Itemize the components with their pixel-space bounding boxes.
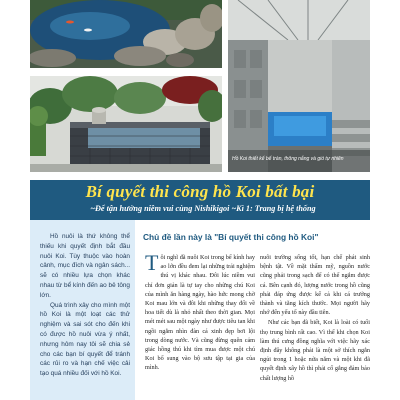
intro-paragraph: Hồ nuôi là thứ không thể thiếu khi quyết định bắt đầu nuôi Koi. Tùy thuộc vào hoàn cảnh, mục đích và ngân sách... sẽ có nhiều lựa chọn khác nhau từ bể kính đến ao bê tông lớn. bbox=[40, 233, 130, 299]
body-paragraph: Như các bạn đã biết, Koi là loài có tuổi thọ trung bình rất cao. Vì thế khi chọn Koi làm thú cưng đồng nghĩa với việc hãy xác định đây không phải là một sở thích ngắn ngủi trong 1 hoặc nửa năm và một khi đã quyết định xây hồ thì phải cố gắng đảm bảo chất lượng hồ bbox=[260, 319, 370, 382]
body-column-2 bbox=[260, 253, 370, 384]
article-subtitle: ~Để tận hưởng niềm vui cùng Nishikigoi ~Kì 1: Trang bị hệ thống bbox=[90, 204, 316, 213]
drop-cap: T bbox=[145, 250, 159, 275]
title-banner bbox=[30, 180, 370, 220]
koi-pond-photo bbox=[30, 0, 222, 68]
photo-caption: Hồ Koi thiết kế bể tràn, thông nắng và gió tự nhiên bbox=[232, 156, 344, 162]
body-paragraph: ôi nghĩ đã nuôi Koi trong bể kính hay ao lớn đều đem lại những trải nghiệm thú vị khác nhau. Đôi lúc niềm vui chỉ đơn giản là tự tay cho những chú Koi của mình ăn hàng ngày, hào hức mong chờ Koi mau lớn và đôi khi những thay đổi về hoa tiết dù là nhỏ nhất theo thời gian. Mọi mét mét sau một ngày như được tiêu tan khi ngồi ngắm nhìn đàn cá xinh đẹp bơi lội trong dòng nước. Và cũng đừng quên cảm giác hồng thú khi tìm mua được một chú Koi bổ sung vào bộ sưu tập tại gia của mình. bbox=[145, 254, 255, 372]
article-title: Bí quyết thi công hồ Koi bất bại bbox=[85, 182, 315, 201]
garden-pond-photo bbox=[30, 76, 222, 172]
section-heading: Chủ đề lần này là "Bí quyết thi công hồ Koi" bbox=[143, 232, 319, 242]
intro-paragraph: Quá trình xây cho mình một hồ Koi là một loạt các thử nghiệm và sai sót cho đến khi có được hồ nuôi vừa ý nhất, nhưng hôm nay tôi sẽ chia sẻ cho các bạn bí quyết để tránh các rủi ro và hạn chế việc cải tạo quá nhiều đối với hồ Koi. bbox=[40, 301, 130, 378]
intro-text bbox=[40, 232, 130, 379]
body-paragraph: nuôi trường sống tốt, hạn chế phát sinh bệnh tật. Về mặt thẩm mỹ, nguồn nước cũng phải trong sạch để có thể ngắm được cá. Bên cạnh đó, lượng nước trong hồ cũng phải đáp ứng được kế cả khi cá trưởng thành và tăng kích thước. Mọi người hãy nhớ đến yếu tố này đầu tiên. bbox=[260, 254, 370, 317]
pool-courtyard-photo bbox=[228, 0, 370, 172]
body-column-1 bbox=[145, 250, 255, 374]
